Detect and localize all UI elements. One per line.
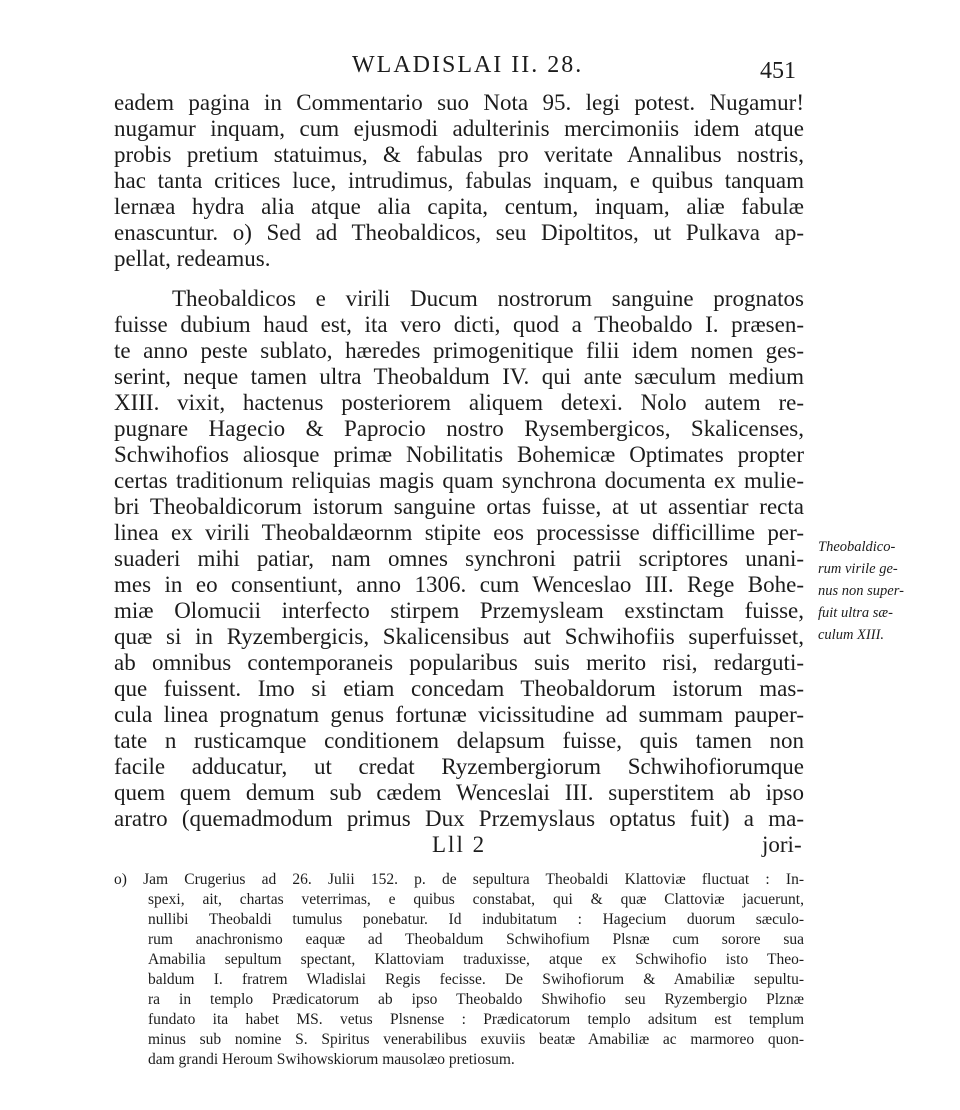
margin-note-line: culum XIII. bbox=[818, 627, 885, 643]
text-line: miæ Olomucii interfecto stirpem Przemysleam exstinctam fuisse, bbox=[114, 598, 804, 623]
margin-note-line: Theobaldico- bbox=[818, 539, 896, 555]
text-line-last: pellat, redeamus. bbox=[114, 246, 271, 271]
text-line: ab omnibus contemporaneis popularibus suis merito risi, redarguti- bbox=[114, 650, 804, 675]
text-line: serint, neque tamen ultra Theobaldum IV. qui ante sæculum medium bbox=[114, 364, 804, 389]
text-line: te anno peste sublato, hæredes primogenitique filii idem nomen ges- bbox=[114, 338, 804, 363]
text-line: linea ex virili Theobaldæornm stipite eos processisse difficillime per- bbox=[114, 520, 804, 545]
text-line: quæ si in Ryzembergicis, Skalicensibus aut Schwihofiis superfuisset, bbox=[114, 624, 804, 649]
text-line: que fuissent. Imo si etiam concedam Theobaldorum istorum mas- bbox=[114, 676, 804, 701]
footnote-line: baldum I. fratrem Wladislai Regis fecisse. De Swihofiorum & Amabiliæ sepultu- bbox=[148, 971, 804, 988]
margin-note-line: fuit ultra sæ- bbox=[818, 605, 893, 621]
text-line: tate n rusticamque conditionem delapsum fuisse, quis tamen non bbox=[114, 728, 804, 753]
footnote-line: fundato ita habet MS. vetus Plsnense : Prædicatorum templo adsitum est templum bbox=[148, 1011, 804, 1028]
footnote-line: nullibi Theobaldi tumulus ponebatur. Id indubitatum : Hagecium duorum sæculo- bbox=[148, 911, 804, 928]
text-line: probis pretium statuimus, & fabulas pro veritate Annalibus nostris, bbox=[114, 142, 804, 167]
margin-note-line: rum virile ge- bbox=[818, 561, 898, 577]
page-number: 451 bbox=[760, 58, 796, 84]
text-line: certas traditionum reliquias magis quam synchrona documenta ex mulie- bbox=[114, 468, 804, 493]
text-line: lernæa hydra alia atque alia capita, centum, inquam, aliæ fabulæ bbox=[114, 194, 804, 219]
footnote-line: o) Jam Crugerius ad 26. Julii 152. p. de sepultura Theobaldi Klattoviæ fluctuat : In- bbox=[114, 871, 804, 888]
signature-mark: Lll 2 bbox=[432, 832, 487, 857]
text-line: facile adducatur, ut credat Ryzembergiorum Schwihofiorumque bbox=[114, 754, 804, 779]
text-line-indented: Theobaldicos e virili Ducum nostrorum sanguine prognatos bbox=[172, 286, 804, 311]
text-line: enascuntur. o) Sed ad Theobaldicos, seu Dipoltitos, ut Pulkava ap- bbox=[114, 220, 804, 245]
footnote-line: rum anachronismo eaquæ ad Theobaldum Schwihofium Plsnæ cum sorore sua bbox=[148, 931, 804, 948]
catchword: jori- bbox=[762, 832, 802, 857]
text-line: bri Theobaldicorum istorum sanguine ortas fuisse, at ut assentiar recta bbox=[114, 494, 804, 519]
footnote-line-last: dam grandi Heroum Swihowskiorum mausolæo pretiosum. bbox=[148, 1051, 515, 1068]
footnote-line: spexi, ait, chartas veterrimas, e quibus constabat, qui & quæ Clattoviæ jacuerunt, bbox=[148, 891, 804, 908]
text-line: nugamur inquam, cum ejusmodi adulterinis mercimoniis idem atque bbox=[114, 116, 804, 141]
text-line: eadem pagina in Commentario suo Nota 95. legi potest. Nugamur! bbox=[114, 90, 804, 115]
footnote-line: ra in templo Prædicatorum ab ipso Theobaldo Shwihofio seu Ryzembergio Plznæ bbox=[148, 991, 804, 1008]
running-head: WLADISLAI II. 28. bbox=[352, 52, 584, 78]
footnote-line: Amabilia sepultum spectant, Klattoviam traduxisse, atque ex Schwihofio isto Theo- bbox=[148, 951, 804, 968]
footnote-line: minus sub nomine S. Spiritus venerabilibus exuviis beatæ Amabiliæ ac marmoreo quon- bbox=[148, 1031, 804, 1048]
text-line: mes in eo consentiunt, anno 1306. cum Wenceslao III. Rege Bohe- bbox=[114, 572, 804, 597]
text-line: cula linea prognatum genus fortunæ vicissitudine ad summam pauper- bbox=[114, 702, 804, 727]
text-line: quem quem demum sub cædem Wenceslai III. superstitem ab ipso bbox=[114, 780, 804, 805]
text-line: XIII. vixit, hactenus posteriorem aliquem detexi. Nolo autem re- bbox=[114, 390, 804, 415]
text-line: fuisse dubium haud est, ita vero dicti, quod a Theobaldo I. præsen- bbox=[114, 312, 804, 337]
text-line: suaderi mihi patiar, nam omnes synchroni patrii scriptores unani- bbox=[114, 546, 804, 571]
text-line: hac tanta critices luce, intrudimus, fabulas inquam, e quibus tanquam bbox=[114, 168, 804, 193]
text-line: Schwihofios aliosque primæ Nobilitatis Bohemicæ Optimates propter bbox=[114, 442, 804, 467]
margin-note-line: nus non super- bbox=[818, 583, 904, 599]
text-line: aratro (quemadmodum primus Dux Przemyslaus optatus fuit) a ma- bbox=[114, 806, 804, 831]
text-line: pugnare Hagecio & Paprocio nostro Rysembergicos, Skalicenses, bbox=[114, 416, 804, 441]
